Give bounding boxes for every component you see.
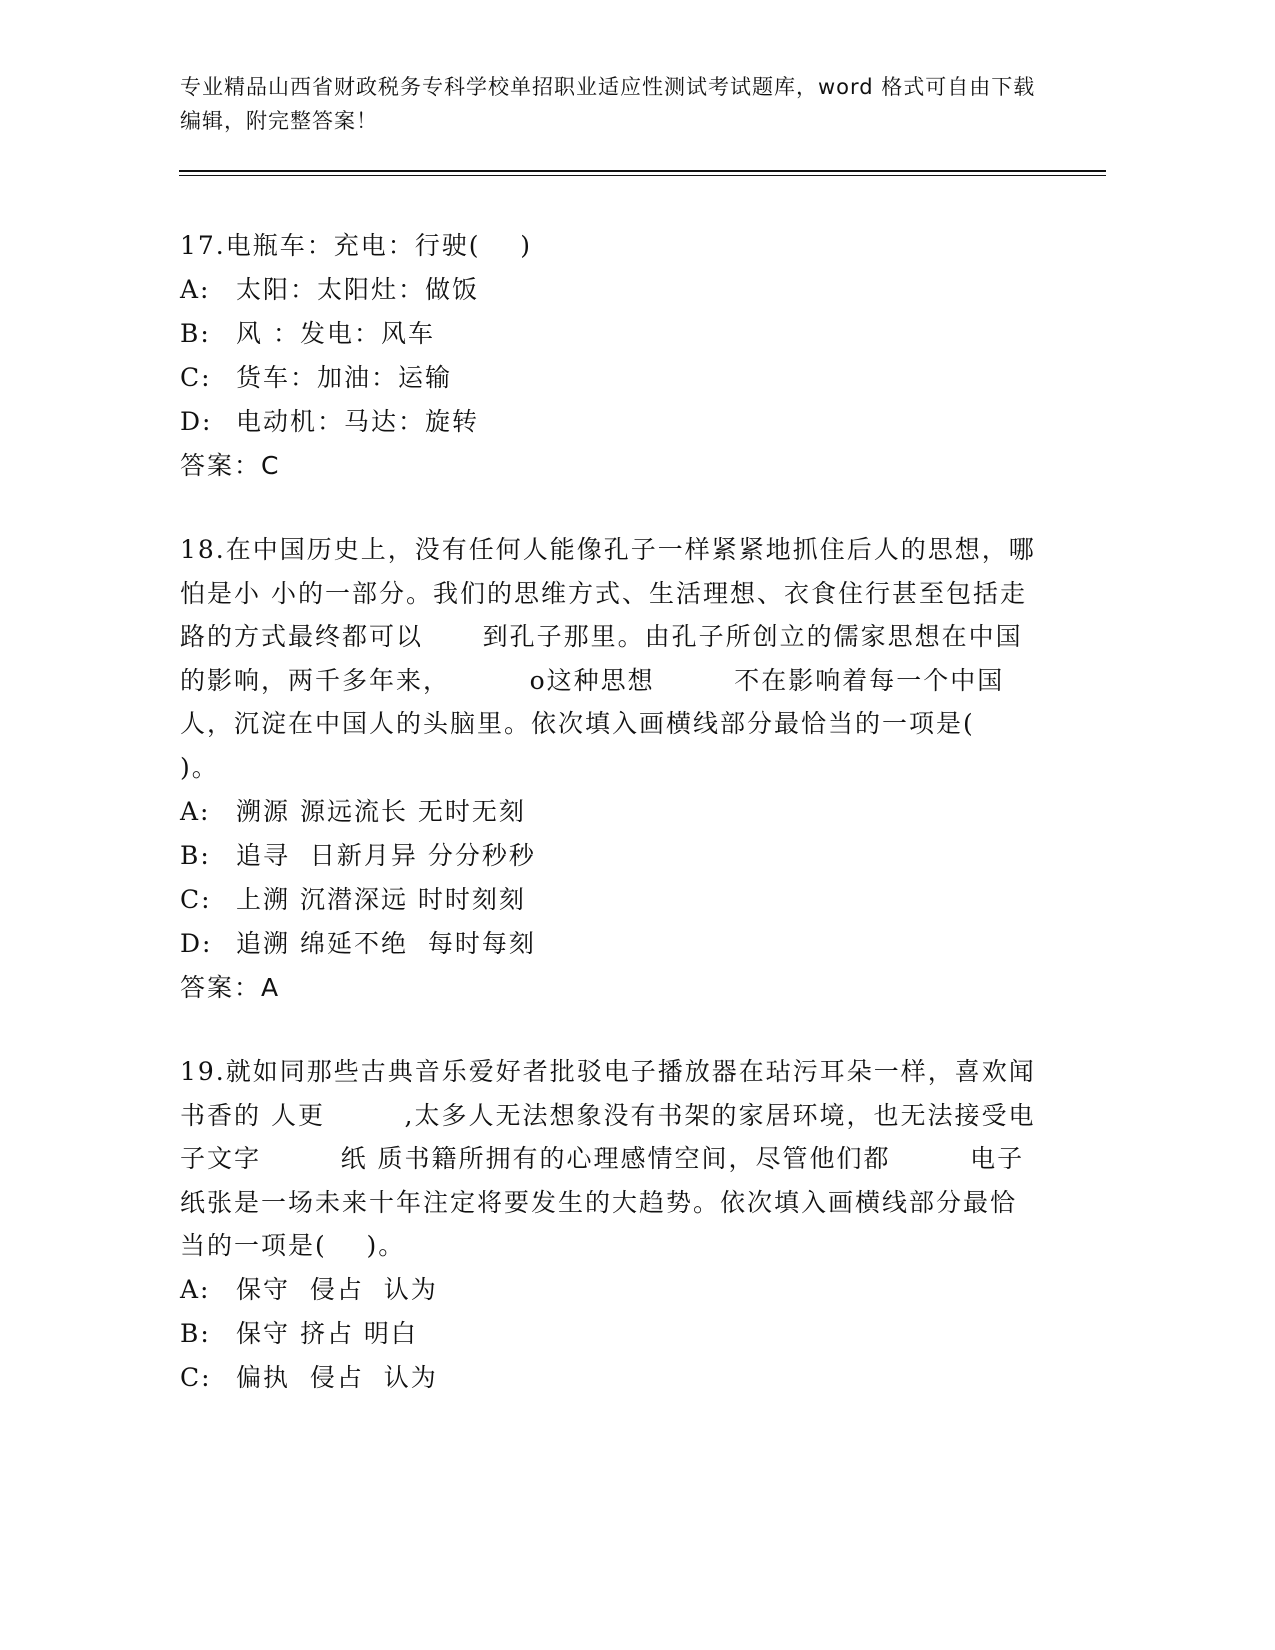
option-text: 风 ：发电：风车 — [236, 318, 435, 348]
option-letter: C: — [180, 362, 212, 392]
option-letter: B: — [180, 840, 211, 870]
option-text: 太阳：太阳灶：做饭 — [236, 274, 480, 304]
option-a — [180, 1268, 1040, 1312]
header-rule-thin — [179, 175, 1106, 176]
option-letter: D: — [180, 406, 213, 436]
option-b — [180, 312, 1040, 356]
option-c — [180, 356, 1040, 400]
option-letter: B: — [180, 1318, 211, 1348]
option-letter: C: — [180, 1362, 212, 1392]
option-b — [180, 1312, 1040, 1356]
question-stem: 17.电瓶车：充电：行驶( ) — [180, 231, 533, 260]
header-rule-thick — [179, 170, 1106, 172]
option-text: 保守 侵占 认为 — [236, 1274, 438, 1304]
answer: 答案：A — [180, 972, 281, 1002]
option-text: 保守 挤占 明白 — [236, 1318, 418, 1348]
option-letter: C: — [180, 884, 212, 914]
option-c — [180, 878, 1040, 922]
option-text: 溯源 源远流长 无时无刻 — [236, 796, 526, 826]
option-text: 追寻 日新月异 分分秒秒 — [236, 840, 536, 870]
option-letter: A: — [180, 796, 211, 826]
option-d — [180, 922, 1040, 966]
question-stem: 18.在中国历史上，没有任何人能像孔子一样紧紧地抓住后人的思想，哪怕是小 小的一部分。我们的思维方式、生活理想、衣食住行甚至包括走路的方式最终都可以 到孔子那里。由孔子所创立的儒家思想在中国的影响，两千多年来， o这种思想 不在影响着每一个中国人，沉淀在中国人的头脑里。依次填入画横线部分最恰当的一项是( )。 — [180, 535, 1036, 782]
answer: 答案：C — [180, 450, 281, 480]
question-18 — [180, 528, 1040, 1010]
question-17 — [180, 224, 1040, 488]
option-d — [180, 400, 1040, 444]
option-text: 上溯 沉潜深远 时时刻刻 — [236, 884, 526, 914]
option-a — [180, 790, 1040, 834]
option-b — [180, 834, 1040, 878]
option-letter: A: — [180, 1274, 211, 1304]
option-a — [180, 268, 1040, 312]
option-c — [180, 1356, 1040, 1400]
option-letter: D: — [180, 928, 213, 958]
option-text: 电动机：马达：旋转 — [236, 406, 480, 436]
option-text: 偏执 侵占 认为 — [236, 1362, 438, 1392]
option-letter: B: — [180, 318, 211, 348]
option-letter: A: — [180, 274, 211, 304]
question-stem: 19.就如同那些古典音乐爱好者批驳电子播放器在玷污耳朵一样，喜欢闻书香的 人更 ,太多人无法想象没有书架的家居环境，也无法接受电子文字 纸 质书籍所拥有的心理感情空间，尽管他们都 电子纸张是一场未来十年注定将要发生的大趋势。依次填入画横线部分最恰当的一项是( )。 — [180, 1057, 1036, 1261]
option-text: 货车：加油：运输 — [236, 362, 453, 392]
header-text: 专业精品山西省财政税务专科学校单招职业适应性测试考试题库，word 格式可自由下载编辑，附完整答案！ — [180, 75, 1036, 133]
question-19 — [180, 1050, 1040, 1400]
option-text: 追溯 绵延不绝 每时每刻 — [236, 928, 536, 958]
